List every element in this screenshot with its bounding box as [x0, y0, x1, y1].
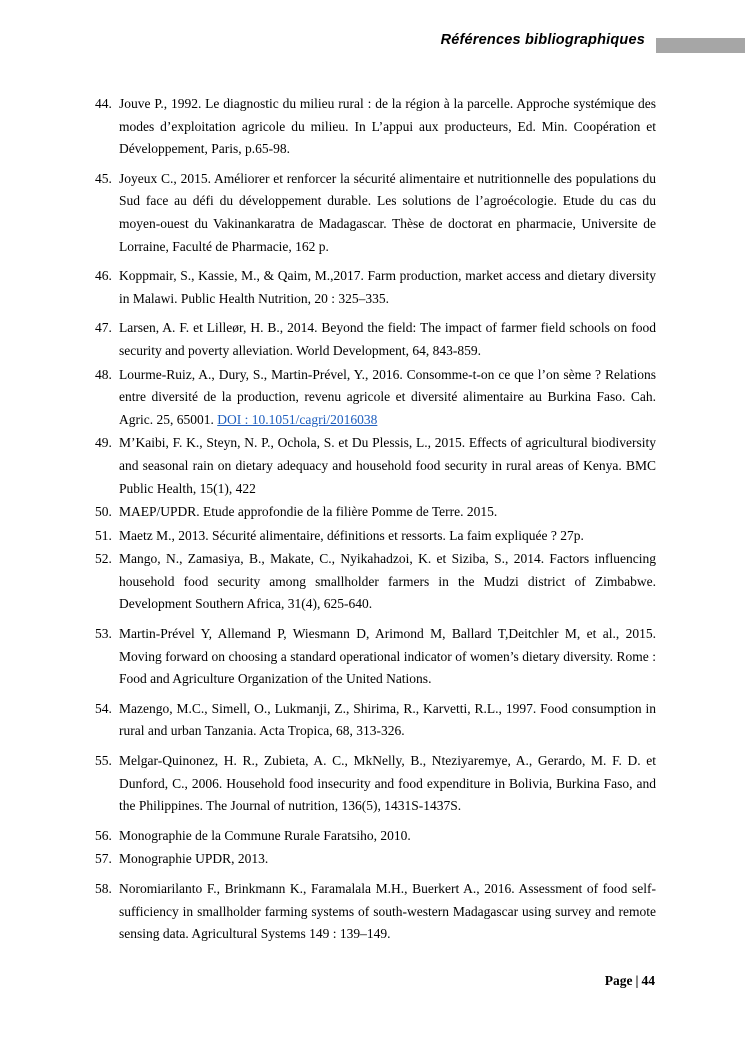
reference-text: Martin-Prével Y, Allemand P, Wiesmann D, Arimond M, Ballard T,Deitchler M, et al., 2015. Moving forward on choosing a standard operational indicator of women’s dietary diversity. Rome : Food and Agriculture Organization of the United Nations.: [119, 626, 656, 687]
reference-number: 49.: [95, 435, 112, 451]
reference-text: M’Kaibi, F. K., Steyn, N. P., Ochola, S. et Du Plessis, L., 2015. Effects of agricultural biodiversity and seasonal rain on dietary adequacy and household food security in rural areas of Kenya. BMC Public Health, 15(1), 422: [119, 435, 656, 496]
reference-text: Jouve P., 1992. Le diagnostic du milieu rural : de la région à la parcelle. Approche systémique des modes d’exploitation agricole du milieu. In L’appui aux producteurs, Ed. Min. Coopération et Développement, Paris, p.65-98.: [119, 96, 656, 157]
reference-item: [95, 432, 656, 500]
reference-text: MAEP/UPDR. Etude approfondie de la filière Pomme de Terre. 2015.: [119, 504, 498, 520]
reference-number: 46.: [95, 268, 112, 284]
reference-item: [95, 750, 656, 818]
page-number: 44: [641, 973, 655, 988]
reference-text: Joyeux C., 2015. Améliorer et renforcer la sécurité alimentaire et nutritionnelle des populations du Sud face au défi du développement durable. Les solutions de l’agroécologie. Etude du cas du moyen-ouest du Vakinankaratra de Madagascar. Thèse de doctorat en pharmacie, Universite de Lorraine, Faculté de Pharmacie, 162 p.: [119, 170, 656, 254]
reference-number: 48.: [95, 366, 112, 382]
reference-text: Lourme-Ruiz, A., Dury, S., Martin-Prével, Y., 2016. Consomme-t-on ce que l’on sème ? Relations entre diversité de la production, revenu agricole et diversité alimentaire au Burkina Faso. Cah. Agric. 25, 65001.: [119, 366, 656, 427]
reference-number: 47.: [95, 320, 112, 336]
reference-item: [95, 168, 656, 258]
reference-number: 58.: [95, 881, 112, 896]
reference-text: Monographie UPDR, 2013.: [119, 851, 269, 867]
header-decorative-bar: [656, 38, 745, 53]
doi-link[interactable]: DOI : 10.1051/cagri/2016038: [217, 411, 378, 427]
reference-item: [95, 501, 656, 524]
reference-number: 54.: [95, 700, 112, 716]
reference-number: 44.: [95, 96, 112, 111]
reference-item: [95, 265, 656, 310]
reference-item: [95, 623, 656, 691]
reference-text: Noromiarilanto F., Brinkmann K., Faramalala M.H., Buerkert A., 2016. Assessment of food self-sufficiency in smallholder farming systems of south-western Madagascar using survey and remote sensing data. Agricultural Systems 149 : 139–149.: [119, 881, 656, 942]
reference-text: Larsen, A. F. et Lilleør, H. B., 2014. Beyond the field: The impact of farmer field schools on food security and poverty alleviation. World Development, 64, 843-859.: [119, 320, 656, 358]
reference-text: Mazengo, M.C., Simell, O., Lukmanji, Z., Shirima, R., Karvetti, R.L., 1997. Food consumption in rural and urban Tanzania. Acta Tropica, 68, 313-326.: [119, 700, 656, 739]
reference-text: Monographie de la Commune Rurale Faratsiho, 2010.: [119, 827, 411, 843]
reference-number: 55.: [95, 753, 112, 769]
reference-number: 50.: [95, 504, 112, 520]
reference-number: 53.: [95, 626, 112, 642]
reference-item: [95, 93, 656, 161]
reference-item: [95, 848, 656, 871]
reference-list: [95, 93, 656, 947]
reference-number: 51.: [95, 527, 112, 543]
reference-number: 56.: [95, 827, 112, 843]
reference-number: 57.: [95, 851, 112, 867]
reference-item: [95, 317, 656, 362]
reference-item: [95, 364, 656, 432]
reference-number: 52.: [95, 551, 112, 567]
reference-item: [95, 878, 656, 946]
page-label: Page: [604, 973, 633, 988]
reference-text: Mango, N., Zamasiya, B., Makate, C., Nyikahadzoi, K. et Siziba, S., 2014. Factors influencing household food security among smallholder farmers in the Mudzi district of Zimbabwe. Development Southern Africa, 31(4), 625-640.: [119, 551, 656, 612]
page-separator: |: [635, 973, 639, 988]
reference-text: Maetz M., 2013. Sécurité alimentaire, définitions et ressorts. La faim expliquée ? 27p.: [119, 527, 584, 543]
reference-text: Koppmair, S., Kassie, M., & Qaim, M.,2017. Farm production, market access and dietary diversity in Malawi. Public Health Nutrition, 20 : 325–335.: [119, 268, 656, 306]
reference-number: 45.: [95, 170, 112, 186]
reference-item: [95, 825, 656, 848]
reference-item: [95, 698, 656, 743]
page-footer: [605, 973, 655, 989]
reference-text: Melgar-Quinonez, H. R., Zubieta, A. C., MkNelly, B., Nteziyaremye, A., Gerardo, M. F. D. et Dunford, C., 2006. Household food insecurity and food expenditure in Bolivia, Burkina Faso, and the Philippines. The Journal of nutrition, 136(5), 1431S-1437S.: [119, 753, 656, 814]
reference-item: [95, 525, 656, 548]
running-header-title: Références bibliographiques: [440, 32, 645, 48]
reference-item: [95, 548, 656, 616]
